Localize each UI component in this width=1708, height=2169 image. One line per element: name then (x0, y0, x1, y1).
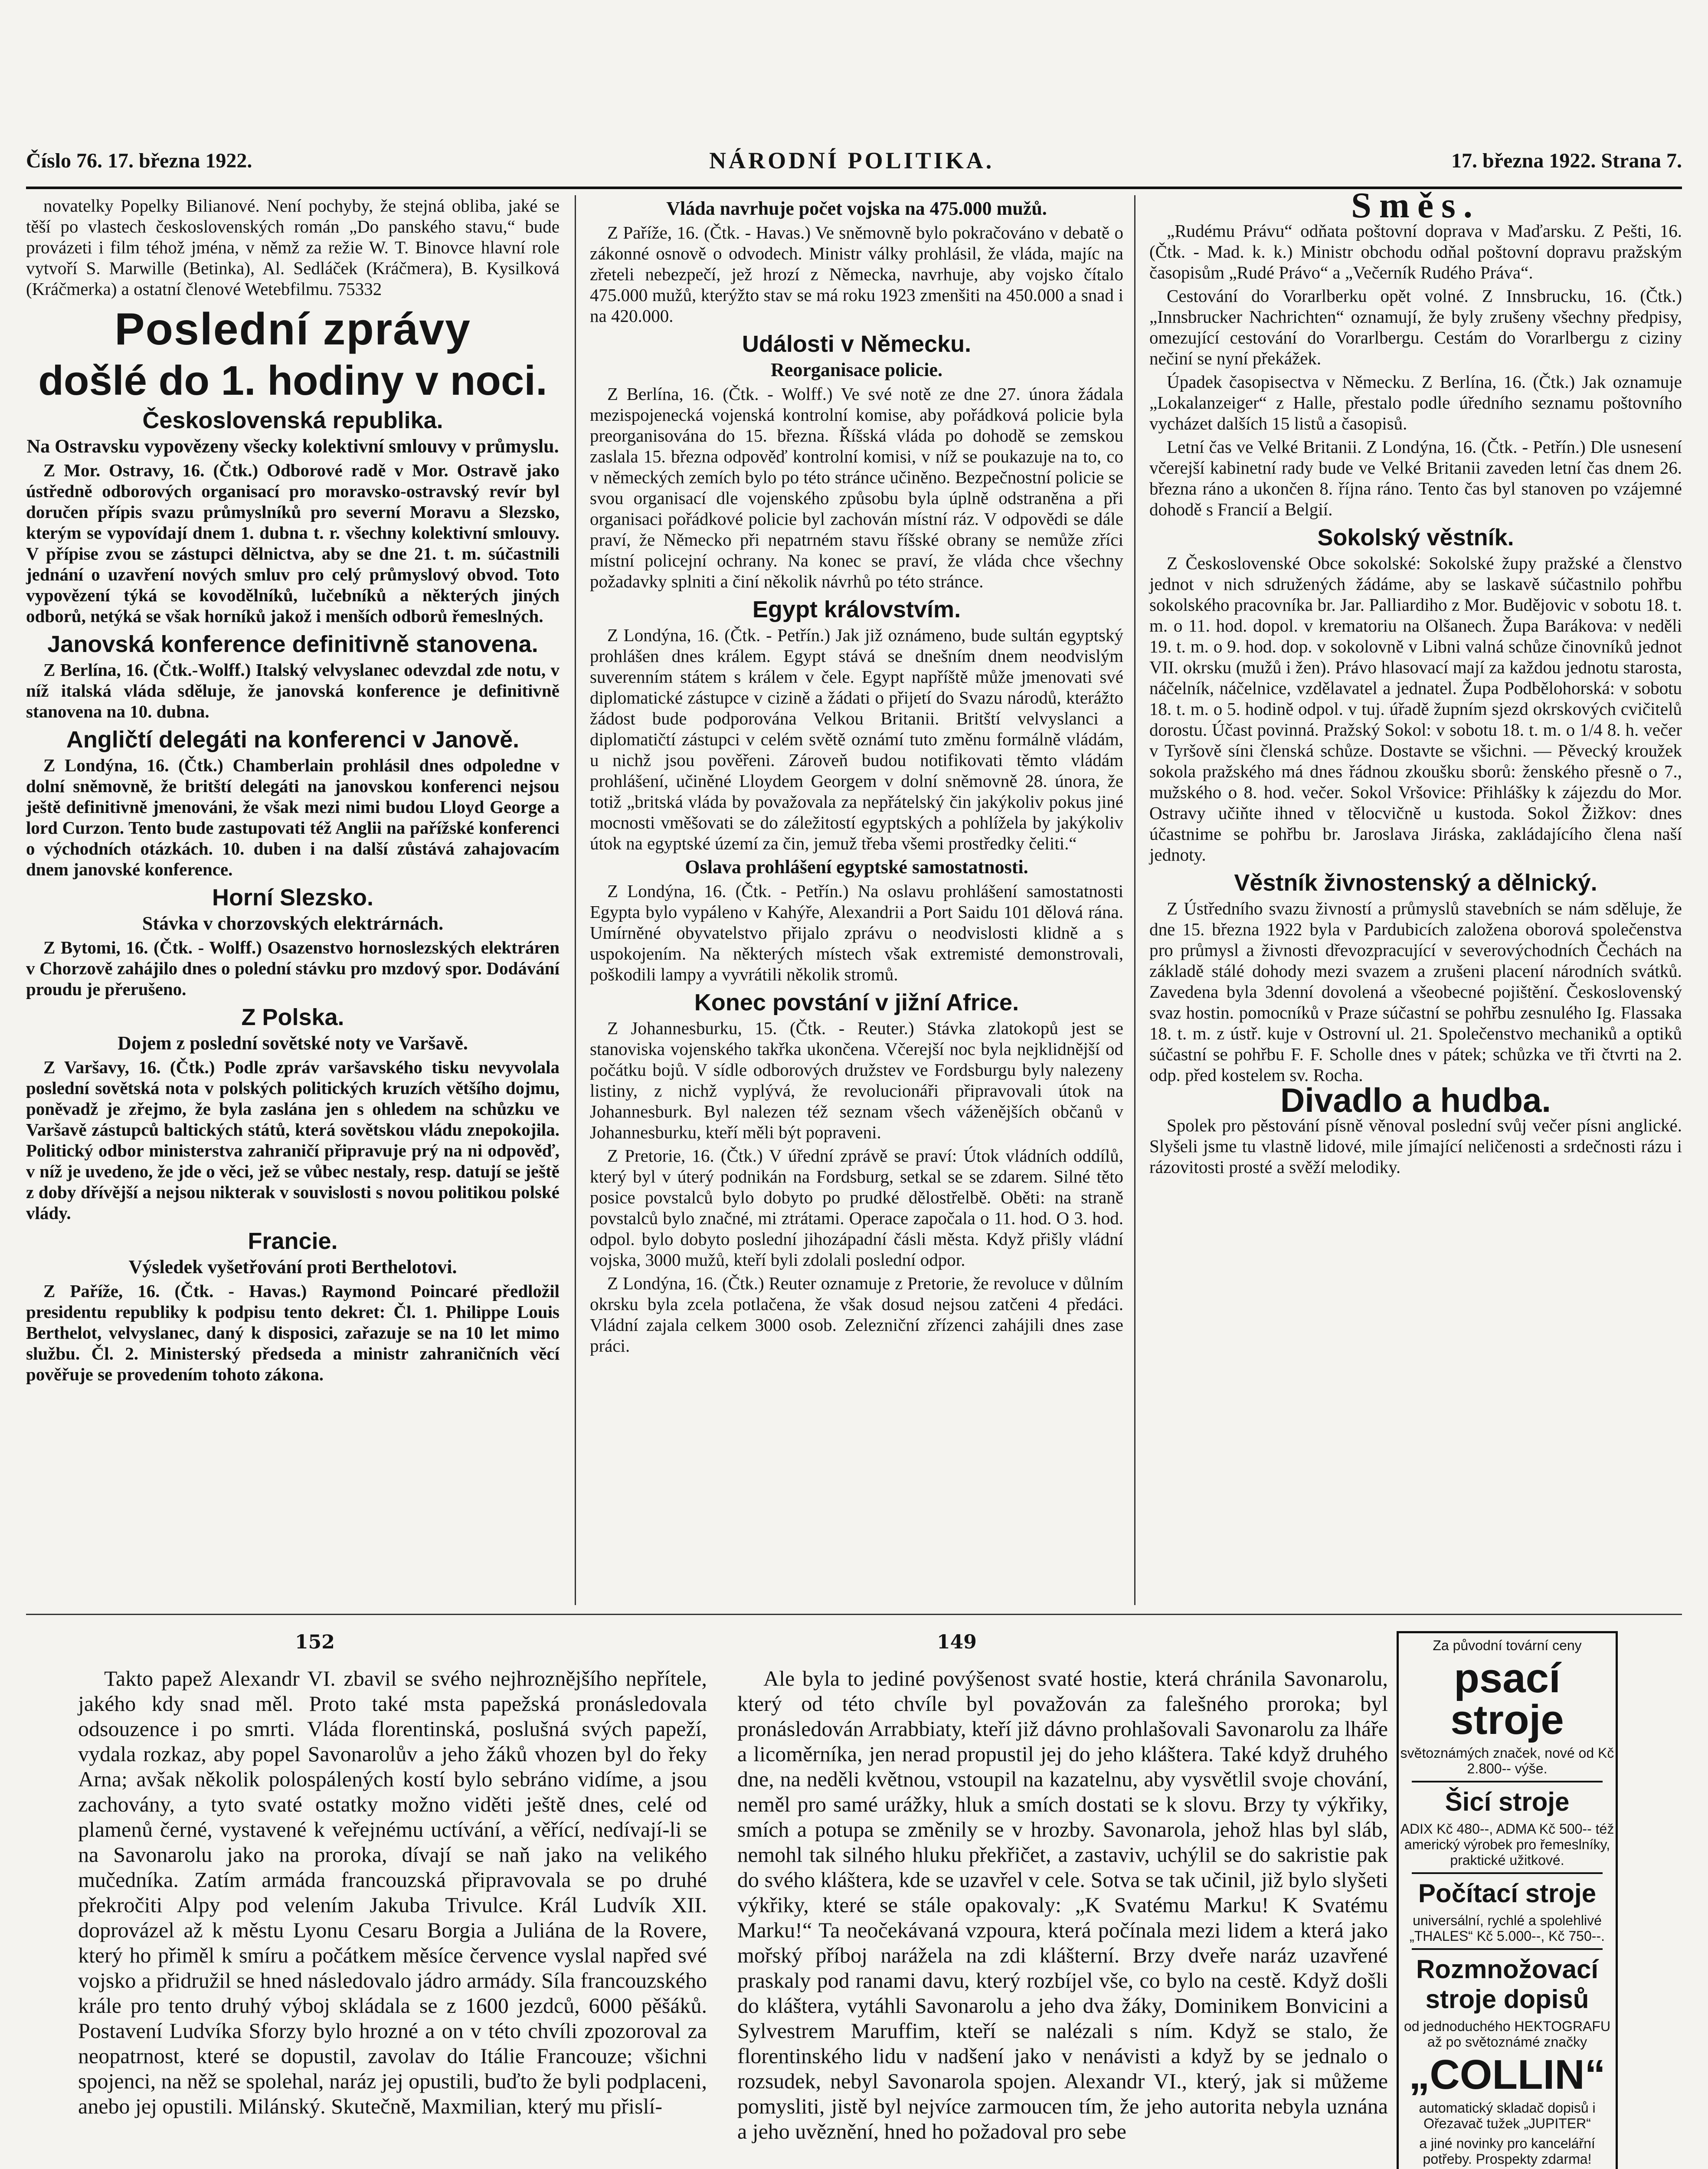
feuilleton-text: Ale byla to jediné povýšenost svaté hostie, která chránila Savonarolu, který od této chvíle byl považován za falešného proroka; byl pronásledován Arrabbiaty, kteří již dávno prohlašovali Savonarolu za lháře a licoměrníka, jen nerad propustil jej do jeho kláštera. Také když druhého dne, na neděli květnou, vstoupil na kazatelnu, aby vysvětlil svoje chování, neměl pro samé urážky, hluk a smích dostati se k slovu. Brzy ty výkřiky, smích a potupa se změnily se v hrozby. Savonarola, jehož hlas byl sláb, nemohl tak silného hluku překřičet, a zastaviv, uchýlil se do sakristie pak do svého kláštera, kde se uzavřel v cele. Sotva se tak učinil, již bylo slyšeti výkřiky, které se stále opakovaly: „K Svatému Marku! K Svatému Marku!“ Ta neočekávaná vzpoura, která počínala mezi lidem a která jako mořský příboj narážela na zdi klášterní. Brzy dveře naráz uzavřené praskaly pod ranami davu, který rozbíjel vše, co bylo na cestě. Když došli do kláštera, vytáhli Savonarolu a jeho dva žáky, Dominikem Bonvicini a Sylvestrem Maruffim, kteří se nalézali s ním. Když se stalo, že florentinského lidu v nadšení jako v nenávisti a když by se jednalo o rozsudek, nebyl Savonarola spojen. Alexandr VI., který, jak si můžeme pomysliti, jistě byl nejvíce zarmoucen tím, že jeho autorita nebyla uznána a jeho uvěznění, hned ho požadoval pro sebe (737, 1666, 1388, 2143)
article-text: Spolek pro pěstování písně věnoval poslední svůj večer písni anglické. Slyšeli jsme tu vlastně lidové, mile jímající neličenosti a srdečnosti rázu i rázovitosti prosté a svěží melodiky. (1149, 1115, 1682, 1177)
news-item: Cestování do Vorarlberku opět volné. Z Innsbrucku, 16. (Čtk.) „Innsbrucker Nachrichten“ oznamují, že byly zrušeny všechny předpisy, omezující cestování do Vorarlbergu. Cestám do Vorarlbergu z ciziny nečiní se nyní překážek. (1149, 286, 1682, 368)
article-text: Z Londýna, 16. (Čtk.) Reuter oznamuje z Pretorie, že revoluce v důlním okrsku byla zcela potlačena, že však dosud nejsou zatčeni 4 předáci. Vládní zajala celkem 3000 osob. Zelezniční zřízenci zahájili dnes zase práci. (590, 1273, 1123, 1356)
article-title: Janovská konference definitivně stanovena. (47, 631, 538, 657)
article-text: Z Československé Obce sokolské: Sokolské župy pražské a členstvo jednot v nich sdružených žádáme, aby se laskavě súčastnilo pohřbu sokolského pracovníka br. Jar. Palliardiho z Mor. Budějovic v sobotu 18. t. m. o 11. hod. dopol. v krematoriu na Olšanech. Župa Barákova: v neděli 19. t. m. o 9. hod. dop. v sokolovně v Libni valná schůze činovníků jednot VII. okrsku (mužů i žen). Právo hlasovací mají za každou jednotu starosta, náčelník, náčelnice, vzdělavatel a jednatel. Župa Podbělohorská: v sobotu 18. t. m. o 5. hodině odpol. v tuj. úřadě župním sjezd okrskových cvičitelů dorostu. Účast povinná. Pražský Sokol: v sobotu 18. t. m. o 1/4 8. h. večer v Tyršově síni členská schůze. Dostavte se všichni. — Pěvecký kroužek sokola pražského má dnes řádnou zkoušku sborů: ženského přesně o 7., mužského o 8. hod. večer. Sokol Vršovice: Přihlášky k zájezdu do Mor. Ostravy učiňte ihned v tělocvičně u kustoda. Sokol Žižkov: dnes účastnime se pohřbu br. Jaroslava Jiráska, zakládajícího člena naší jednoty. (1149, 553, 1682, 865)
article-text: Z Berlína, 16. (Čtk.-Wolff.) Italský velvyslanec odevzdal zde notu, v níž italská vláda sděluje, že janovská konference je definitivně stanovena na 10. dubna. (26, 660, 560, 721)
ad-line: a jiné novinky pro kancelářní potřeby. Prospekty zdarma! (1419, 2136, 1595, 2167)
column-left (26, 195, 560, 1387)
article-text: Z Londýna, 16. (Čtk. - Petřín.) Jak již oznámeno, bude sultán egyptský prohlášen dnes králem. Egypt stává se dnešním dnem neodvislým suverenním státem s králem v čele. Egypt napříště může jmenovati své diplomatické zástupce v cizině a žádati o přijetí do Svazu národů, kterážto žádost bude podporována Velkou Britanii. Britští velvyslanci a diplomatičtí zástupci v celém světě oznámí tuto změnu formálně vládám, u nichž jsou pověřeni. Zároveň budou notifikovati těmto vládám prohlášení, učiněné Lloydem Georgem v dolní sněmovně 28. února, že totiž „britská vláda by považovala za nepřátelský čin jakýkoliv pokus jiné mocnosti vměšovati se do záležitostí egyptských a pohlížela by jakýkoliv útok na egyptské území za čin, jemuž třeba všemi prostředky čeliti.“ (590, 625, 1123, 853)
section-title-smes: Směs. (1351, 185, 1480, 226)
section-title-divadlo: Divadlo a hudba. (1280, 1081, 1551, 1119)
article-text: Z Ústředního svazu živností a průmyslů stavebních se nám sděluje, že dne 15. března 1922 byla v Pardubicích založena oborová společenstva pro průmysl a živnosti dřevozpracující v severovýchodních Čechách na základě stálé dohody mezi svazem a zrušeni placení národních svátků. Zavedena byla 3denní dovolená a všeobecné pojištění. Československý svaz hostin. pomocníků v Praze súčastní se pohřbu zesnulého Ig. Flassaka 18. t. m. z ústř. kuje v Ostrovní ul. 21. Společenstvo mechaniků a optiků súčastní se pohřbu F. F. Scholle dnes v pátek; schůzka ve tři čtvrti na 2. odp. před kostelem sv. Rocha. (1149, 898, 1682, 1085)
ad-line: universální, rychlé a spolehlivé „THALES“ Kč 5.000--, Kč 750--. (1410, 1913, 1605, 1944)
news-item: „Rudému Právu“ odňata poštovní doprava v Maďarsku. Z Pešti, 16. (Čtk. - Mad. k. k.) Ministr obchodu odňal poštovní dopravu pražským časopisům „Rudé Právo“ a „Večerník Rudého Práva“. (1149, 221, 1682, 282)
section-title: Z Polska. (241, 1004, 344, 1030)
article-title: Angličtí delegáti na konferenci v Janově. (66, 727, 520, 753)
column-right (1149, 185, 1682, 1180)
feuilleton-text: Takto papež Alexandr VI. zbavil se svého nejhroznějšího nepřítele, jakého kdy snad měl. Proto také msta papežská pronásledovala odsouzence i po smrti. Vláda florentinská, poslušná svých papeží, vydala rozkaz, aby popel Savonarolův a jeho žáků vhozen byl do řeky Arna; avšak několik polospálených kostí bylo sebráno vidíme, a jsou zachovány, a tyto svaté ostatky možno viděti ještě dnes, celé od plamenů černé, vystavené k veřejnému uctívání, a věřící, nedívají-li se na Savonarolu jako na proroka, dívají se naň jako na velikého mučedníka. Zatím armáda francouzská připravovala se po druhé překročiti Alpy pod velením Jakuba Trivulce. Král Ludvík XII. doprovázel až k městu Lyonu Cesaru Borgia a Juliána de la Rovere, který ho přiměl k smíru a počátkem měsíce července vyslal napřed své vojsko a přidružil se hned následovalo jádro armády. Síla francouzského krále pro tento druhý výboj skládala se z 1600 jezdců, 6000 pěšáků. Postavení Ludvíka Sforzy bylo hrozné a on v této chvíli zpozoroval za neopatrnost, které se dopustil, zavolav do Itálie Francouze; všichni spojenci, na něž se spolehal, naráz jej opustili, buďto že byli podplaceni, anebo jej opustili. Milánský. Skutečně, Maxmilian, který mu přislí- (78, 1666, 707, 2118)
issue-info: Číslo 76. 17. března 1922. (26, 149, 252, 172)
article-subtitle: Dojem z poslední sovětské noty ve Varšavě. (118, 1032, 468, 1054)
article-text: Z Paříže, 16. (Čtk. - Havas.) Ve sněmovně bylo pokračováno v debatě o zákonné osnově o odvodech. Ministr války prohlásil, že vláda, majíc na zřeteli nebezpečí, jež hrozí z Německa, navrhuje, aby vojsko čítalo 475.000 mužů, kterýžto stav se má roku 1923 zmenšiti na 450.000 a snad i na 420.000. (590, 223, 1123, 326)
article-title: Vláda navrhuje počet vojska na 475.000 mužů. (666, 198, 1047, 219)
section-title: Události v Německu. (742, 331, 972, 357)
ad-line: od jednoduchého HEKTOGRAFU až po světoznámé značky (1404, 2018, 1611, 2050)
ad-divider (1412, 1948, 1603, 1950)
headline-latest-news: Poslední zprávy (115, 304, 471, 354)
section-title: Věstník živnostenský a dělnický. (1234, 870, 1597, 896)
news-item: Úpadek časopisectva v Německu. Z Berlína, 16. (Čtk.) Jak oznamuje „Lokalanzeiger“ z Halle, přestalo podle úředního seznamu poštovního vycházet dalších 15 listů a časopisů. (1149, 372, 1682, 433)
article-subtitle: Oslava prohlášení egyptské samostatnosti. (685, 856, 1028, 878)
ad-line: Za původní tovární ceny (1433, 1638, 1582, 1653)
section-title: Egypt královstvím. (752, 596, 961, 623)
ad-headline: Počítací stroje (1418, 1879, 1597, 1908)
newspaper-page (26, 17, 1682, 2169)
newspaper-title: NÁRODNÍ POLITIKA. (709, 147, 995, 174)
feuilleton-page-number: 152 (295, 1631, 335, 1653)
ad-line: ADIX Kč 480--, ADMA Kč 500-- též americký výrobek pro řemeslníky, praktické užitkové. (1400, 1821, 1614, 1868)
column-middle (590, 195, 1123, 1359)
ad-divider (1412, 1872, 1603, 1874)
article-text: Z Varšavy, 16. (Čtk.) Podle zpráv varšavského tisku nevyvolala poslední sovětská nota v polských politických kruzích většího dojmu, poněvadž je zřejmo, že byla zaslána jen s ohledem na schůzku ve Varšavě zástupců baltických států, která sovětskou vládu znepokojila. Politický odbor ministerstva zahraničí připravuje prý na ni odpověď, v níž je uvedeno, že jde o věci, jež se vůbec nestaly, resp. datují se ještě z doby dřívější a nejsou nikterak v souvislosti s novou politikou polské vlády. (26, 1057, 560, 1223)
headline-subtitle: došlé do 1. hodiny v noci. (38, 357, 547, 404)
section-title: Konec povstání v jižní Africe. (694, 989, 1019, 1016)
ad-headline: Rozmnožovací stroje dopisů (1416, 1955, 1599, 2014)
section-title: Horní Slezsko. (212, 885, 374, 911)
article-subtitle: Stávka v chorzovských elektrárnách. (142, 913, 444, 934)
article-text: Z Pretorie, 16. (Čtk.) V úřední zprávě se praví: Útok vládních oddílů, který byl v úterý podnikán na Fordsburg, setkal se se zdarem. Silné těto posice povstalců bylo dobyto po prudké dělostřelbě. Oběti: na straně povstalců bylo značné, mi ztrátami. Operace započala o 11. hod. O 3. hod. odpol. bylo dobyto poslední jihozápadní čásli města. Když přišly vládní vojska, 3000 mužů, kteří byli zdolali poslední odpor. (590, 1146, 1123, 1270)
ad-line: automatický skladač dopisů i Ořezavač tužek „JUPITER“ (1419, 2100, 1596, 2131)
page-info: 17. března 1922. Strana 7. (1451, 149, 1682, 172)
article-text: Z Berlína, 16. (Čtk. - Wolff.) Ve své notě ze dne 27. února žádala mezispojenecká vojenská kontrolní komise, aby pořádková policie byla preorganisována do 15. března. Říšská vláda po dohodě se zemskou zaslala 15. března odpověď kontrolní komisi, v níž se poukazuje na to, co v německých zemích bylo po této stránce učiněno. Bezpečnostní policie se svou organisací dle vojenského způsobu byla úplně odstraněna a při organisaci pořádkové policie byl zachován místní ráz. V odpovědi se dále praví, že Německo při nepatrném stavu říšské obrany se nemůže zříci místní policejní ochrany. Na konec se praví, že vláda chce všechny požadavky splniti a činí několik návrhů po této stránce. (590, 384, 1123, 591)
article-subtitle: Reorganisace policie. (771, 359, 942, 380)
column-rule (1134, 195, 1135, 1605)
ad-brand: „COLLIN“ (1409, 2051, 1606, 2098)
page-header (26, 134, 1682, 189)
feuilleton-left (78, 1666, 707, 2119)
article-text: Z Johannesburku, 15. (Čtk. - Reuter.) Stávka zlatokopů jest se stanoviska vojenského takřka ukončena. Včerejší noc byla nejklidnější od počátku bojů. V sídle odborových družstev ve Fordsburgu byly nalezeny listiny, z nichž vyplývá, že revolucionáři připravovali útok na Johannesburk. Byl nalezen též seznam všech váženějších občanů v Johannesburku, kteří měli být popraveni. (590, 1018, 1123, 1142)
section-title: Francie. (248, 1228, 338, 1254)
article-text: Z Bytomi, 16. (Čtk. - Wolff.) Osazenstvo hornoslezských elektráren v Chorzově zahájilo dnes o polední stávku pro mzdový spor. Dodávání proudu je přerušeno. (26, 937, 560, 999)
article-subtitle: Výsledek vyšetřování proti Berthelotovi. (128, 1256, 457, 1278)
feuilleton-right (737, 1666, 1388, 2144)
feuilleton-page-number: 149 (937, 1631, 977, 1653)
column-rule (575, 195, 576, 1605)
news-item: Letní čas ve Velké Britanii. Z Londýna, 16. (Čtk. - Petřín.) Dle usnesení včerejší kabinetní rady bude ve Velké Britanii zaveden letní čas dnem 26. března ráno a ukončen 8. října ráno. Tento čas byl stanoven po vzájemné dohodě s Francií a Belgií. (1149, 437, 1682, 519)
article-text: Z Paříže, 16. (Čtk. - Havas.) Raymond Poincaré předložil presidentu republiky k podpisu tento dekret: Čl. 1. Philippe Louis Berthelot, velvyslanec, daný k disposici, zařazuje se na 10 let mimo službu. Čl. 2. Ministerský předseda a ministr zahraničních věcí pověřuje se provedením tohoto zákona. (26, 1281, 560, 1384)
advertisement (1397, 1631, 1618, 2169)
article-title: Na Ostravsku vypovězeny všecky kolektivní smlouvy v průmyslu. (26, 436, 559, 457)
article-text: Z Londýna, 16. (Čtk. - Petřín.) Na oslavu prohlášení samostatnosti Egypta bylo vypáleno v Kahýře, Alexandrii a Port Saidu 101 dělová rána. Umírněné obyvatelstvo přijalo zprávu o neodvislosti klidně a s uspokojením. Na některých místech však extremisté demonstrovali, poškodili lampy a vyvrátili několik stromů. (590, 881, 1123, 984)
section-divider (26, 1614, 1682, 1615)
section-title: Československá republika. (142, 407, 443, 433)
ad-line: světoznámých značek, nové od Kč 2.800-- výše. (1400, 1745, 1614, 1776)
ad-headline: psací stroje (1450, 1655, 1564, 1743)
article-text: Z Londýna, 16. (Čtk.) Chamberlain prohlásil dnes odpoledne v dolní sněmovně, že britští delegáti na janovskou konferenci nejsou ještě definitivně jmenováni, že však mezi nimi budou Lloyd George a lord Curzon. Tento bude zastupovati též Anglii na pařížské konferenci o východních otázkách. 10. duben i na další zůstává zahajovacím dnem janovské konference. (26, 755, 560, 879)
ad-headline: Šicí stroje (1445, 1787, 1570, 1816)
article-text: Z Mor. Ostravy, 16. (Čtk.) Odborové radě v Mor. Ostravě jako ústředně odborových organisací pro moravsko-ostravský revír byl doručen přípis svazu průmyslníků pro severní Moravu a Slezsko, kterým se vypovídají dnem 1. dubna t. r. všechny kolektivní smlouvy. V přípise zvou se zástupci dělnictva, aby se dne 21. t. m. súčastnili jednání o uzavření nových smluv pro celý průmyslový obvod. Toto vypovězení týká se kovodělníků, lučebníků a některých jiných odborů, netýká se však horníků jakož i menších odborů řemeslných. (26, 460, 560, 626)
intro-paragraph: novatelky Popelky Bilianové. Není pochyby, že stejná obliba, jaké se těší po vlastech československých román „Do panského stavu,“ bude provázeti i film téhož jména, v němž za režie W. T. Binovce hlavní role vytvoří S. Marwille (Betinka), Al. Sedláček (Kráčmera), B. Kysilková (Kráčmerka) a ostatní členové Wetebfilmu. 75332 (26, 196, 560, 299)
ad-divider (1412, 1781, 1603, 1782)
section-title: Sokolský věstník. (1317, 524, 1514, 550)
